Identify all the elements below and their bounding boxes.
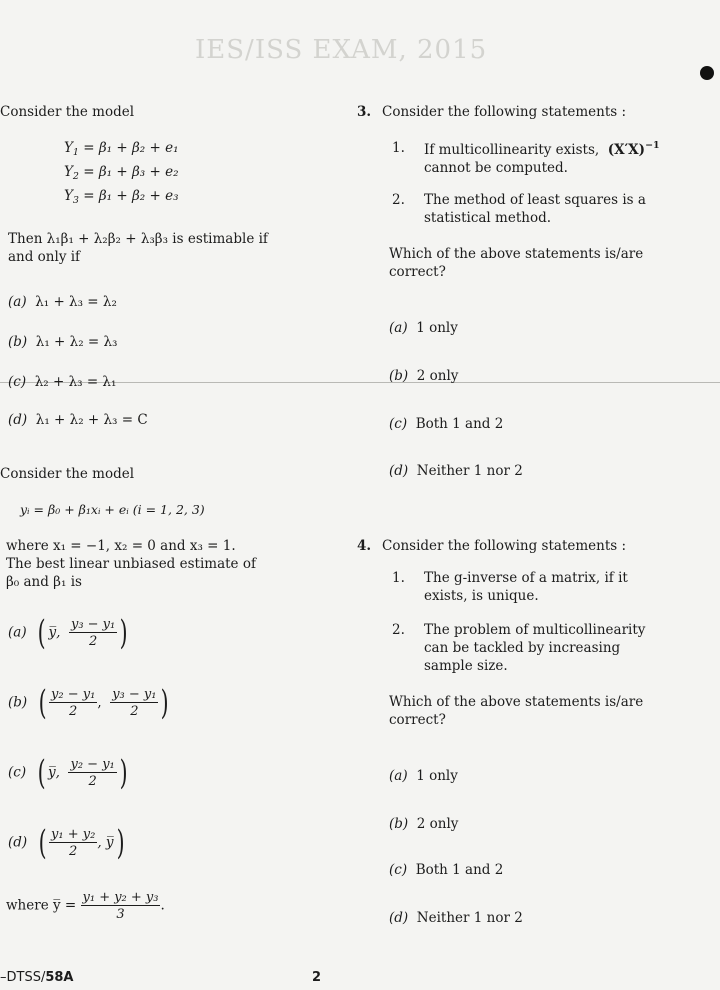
question-number: 3. — [357, 104, 372, 120]
paper-code: –DTSS/58A — [0, 970, 74, 985]
question-ask-line2: correct? — [389, 712, 446, 728]
option-b[interactable]: (b) 2 only — [389, 816, 459, 832]
question-intro: Consider the model — [0, 466, 135, 482]
question-ask-line1: Which of the above statements is/are — [389, 246, 644, 262]
faded-header-title: IES/ISS EXAM, 2015 — [195, 35, 488, 65]
statement-1-line2: exists, is unique. — [424, 588, 539, 604]
model-equation: yᵢ = β₀ + β₁xᵢ + eᵢ (i = 1, 2, 3) — [20, 502, 205, 517]
page-number: 2 — [312, 970, 322, 985]
option-c[interactable]: (c) ( y̅, $\frac{\text{y₂ − y₁}}{2}$ ) — [8, 753, 128, 793]
statement-1-line1: The g-inverse of a matrix, if it — [424, 570, 628, 586]
question-stem-line1: Then λ₁β₁ + λ₂β₂ + λ₃β₃ is estimable if — [8, 231, 268, 247]
question-ask-line1: Which of the above statements is/are — [389, 694, 644, 710]
statement-2-number: 2. — [392, 192, 405, 208]
option-a[interactable]: (a) 1 only — [389, 768, 458, 784]
option-d[interactable]: (d) Neither 1 nor 2 — [389, 463, 523, 479]
statement-2-line1: The problem of multicollinearity — [424, 622, 646, 638]
question-stem-line2: The best linear unbiased estimate of — [6, 556, 256, 572]
statement-2-number: 2. — [392, 622, 405, 638]
option-a[interactable]: (a) 1 only — [389, 320, 458, 336]
statement-1-number: 1. — [392, 140, 405, 156]
option-b[interactable]: (b) λ₁ + λ₂ = λ₃ — [8, 334, 118, 350]
statement-2-line3: sample size. — [424, 658, 508, 674]
option-a[interactable]: (a) ( y̅, $\frac{\text{y₃ − y₁}}{2}$ ) — [8, 613, 128, 653]
question-ask-line2: correct? — [389, 264, 446, 280]
option-b[interactable]: (b) ( $\frac{\text{y₂ − y₁}}{2}$ , $\frac{\text{y₃ − y₁}}{2}$ ) — [8, 683, 170, 723]
statement-1-line1: If multicollinearity exists, $(X'X)^{-1}$ — [424, 140, 660, 158]
question-stem-line2: and only if — [8, 249, 81, 265]
equation-1: $Y_1 = \beta_1 + \beta_2 + e_1$ — [64, 140, 179, 158]
statement-2-line2: can be tackled by increasing — [424, 640, 621, 656]
question-intro: Consider the following statements : — [382, 104, 627, 120]
option-d[interactable]: (d) Neither 1 nor 2 — [389, 910, 523, 926]
option-d[interactable]: (d) ( $\frac{\text{y₁ + y₂}}{2}$ , y̅) — [8, 823, 125, 863]
statement-1-number: 1. — [392, 570, 405, 586]
question-intro: Consider the following statements : — [382, 538, 627, 554]
question-stem-line3: β₀ and β₁ is — [6, 574, 82, 590]
question-number: 4. — [357, 538, 372, 554]
option-c[interactable]: (c) Both 1 and 2 — [389, 416, 504, 432]
ybar-definition: where y̅ = $\frac{\text{y₁ + y₂ + y₃}}{3}$ . — [6, 890, 165, 922]
option-d[interactable]: (d) λ₁ + λ₂ + λ₃ = C — [8, 412, 148, 428]
option-c[interactable]: (c) λ₂ + λ₃ = λ₁ — [8, 374, 117, 390]
option-b[interactable]: (b) 2 only — [389, 368, 459, 384]
statement-2-line2: statistical method. — [424, 210, 552, 226]
where-clause: where x₁ = −1, x₂ = 0 and x₃ = 1. — [6, 538, 236, 554]
equation-2: $Y_2 = \beta_1 + \beta_3 + e_2$ — [64, 164, 179, 182]
equation-3: $Y_3 = \beta_1 + \beta_2 + e_3$ — [64, 188, 179, 206]
statement-2-line1: The method of least squares is a — [424, 192, 646, 208]
option-c[interactable]: (c) Both 1 and 2 — [389, 862, 504, 878]
question-intro: Consider the model — [0, 104, 135, 120]
statement-1-line2: cannot be computed. — [424, 160, 568, 176]
option-a[interactable]: (a) λ₁ + λ₃ = λ₂ — [8, 294, 117, 310]
binder-hole-mark — [700, 66, 714, 80]
